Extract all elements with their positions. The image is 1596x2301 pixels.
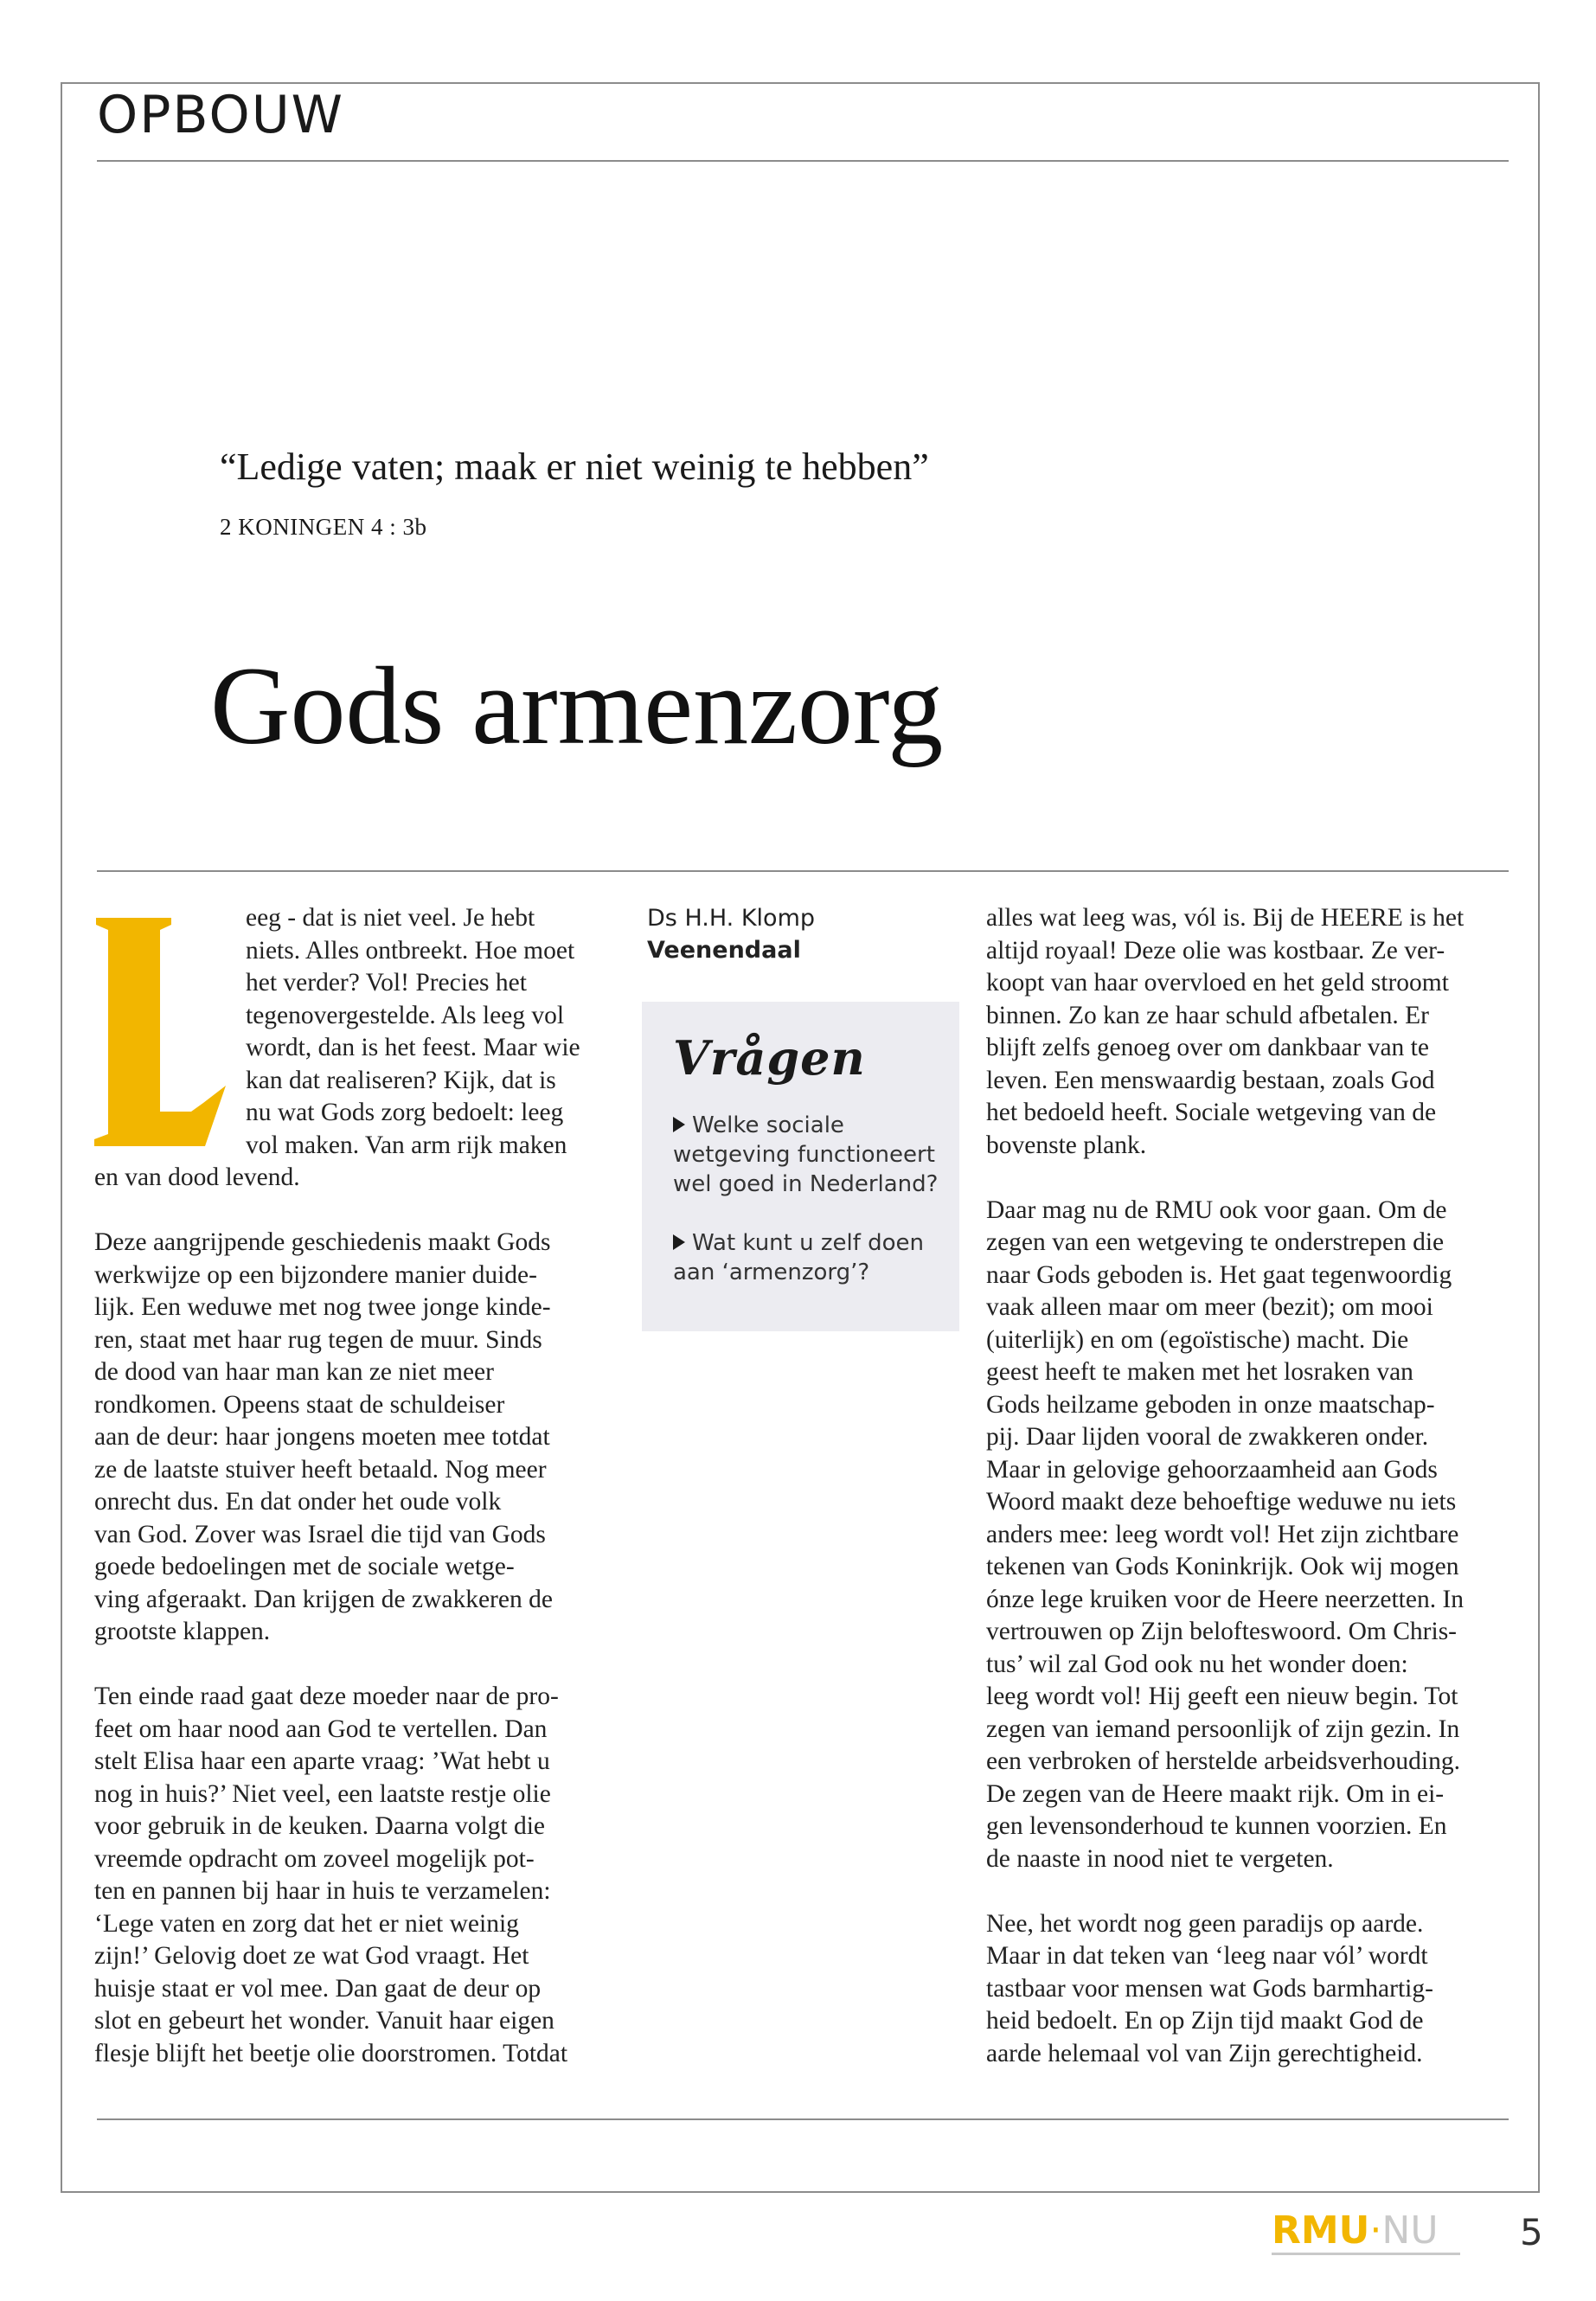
text-line: ten en pannen bij haar in huis te verzamelen:: [94, 1877, 551, 1905]
questions-sidebar: [642, 1002, 959, 1331]
author-name: Ds H.H. Klomp: [647, 905, 816, 932]
text-line: binnen. Zo kan ze haar schuld afbetalen. Er: [986, 1001, 1429, 1029]
text-line: en van dood levend.: [94, 1163, 300, 1191]
text-line: niets. Alles ontbreekt. Hoe moet: [246, 936, 575, 965]
question-item: [673, 1228, 939, 1287]
article-column-left: [94, 902, 613, 2070]
text-line: kan dat realiseren? Kijk, dat is: [246, 1066, 556, 1094]
text-line: werkwijze op een bijzondere manier duide-: [94, 1260, 537, 1289]
text-line: Woord maakt deze behoeftige weduwe nu iets: [986, 1488, 1457, 1516]
author-place: Veenendaal: [647, 937, 801, 964]
text-line: vertrouwen op Zijn belofteswoord. Om Chris-: [986, 1618, 1458, 1645]
rmu-nu-logo: [1272, 2208, 1439, 2253]
paragraph-intro: [94, 902, 613, 1195]
text-line: lijk. Een weduwe met nog twee jonge kinde-: [94, 1293, 551, 1321]
text-line: (uiterlijk) en om (egoïstische) macht. Die: [986, 1325, 1409, 1354]
text-line: tastbaar voor mensen wat Gods barmhartig-: [986, 1974, 1433, 2003]
paragraph: [94, 1681, 613, 2070]
text-line: grootste klappen.: [94, 1618, 271, 1645]
text-line: gen levensonderhoud te kunnen voorzien. En: [986, 1812, 1447, 1840]
text-line: de dood van haar man kan ze niet meer: [94, 1358, 494, 1386]
paragraph: [986, 1908, 1516, 2071]
text-line: tegenovergestelde. Als leeg vol: [246, 1001, 565, 1029]
text-line: anders mee: leeg wordt vol! Het zijn zichtbare: [986, 1520, 1459, 1548]
text-line: een verbroken of herstelde arbeidsverhouding.: [986, 1747, 1460, 1775]
questions-title: Vrågen: [673, 1030, 866, 1086]
text-line: Ten einde raad gaat deze moeder naar de pro-: [94, 1682, 559, 1710]
text-line: heid bedoelt. En op Zijn tijd maakt God de: [986, 2007, 1424, 2035]
paragraph: [94, 1227, 613, 1649]
text-line: bovenste plank.: [986, 1131, 1147, 1159]
text-line: ving afgeraakt. Dan krijgen de zwakkeren de: [94, 1585, 553, 1613]
top-rule: [97, 160, 1509, 162]
text-line: goede bedoelingen met de sociale wetge-: [94, 1553, 515, 1580]
bible-reference: 2 KONINGEN 4 : 3b: [220, 514, 427, 540]
author-byline: [647, 902, 815, 966]
text-line: De zegen van de Heere maakt rijk. Om in ei-: [986, 1779, 1445, 1808]
triangle-bullet-icon: [673, 1234, 685, 1250]
text-line: ze de laatste stuiver heeft betaald. Nog meer: [94, 1455, 547, 1484]
text-line: ónze lege kruiken voor de Heere neerzetten. In: [986, 1585, 1465, 1613]
text-line: het verder? Vol! Precies het: [246, 969, 527, 997]
paragraph: [986, 902, 1516, 1162]
question-line: wetgeving functioneert: [673, 1142, 935, 1168]
text-line: stelt Elisa haar een aparte vraag: ’Wat hebt u: [94, 1747, 550, 1775]
text-line: Maar in gelovige gehoorzaamheid aan Gods: [986, 1455, 1438, 1484]
text-line: vol maken. Van arm rijk maken: [246, 1131, 567, 1159]
text-line: eeg - dat is niet veel. Je hebt: [246, 904, 535, 932]
text-line: huisje staat er vol mee. Dan gaat de deur op: [94, 1974, 542, 2003]
bottom-rule: [97, 2118, 1509, 2120]
text-line: slot en gebeurt het wonder. Vanuit haar eigen: [94, 2007, 554, 2035]
text-line: Nee, het wordt nog geen paradijs op aarde.: [986, 1909, 1424, 1938]
text-line: voor gebruik in de keuken. Daarna volgt die: [94, 1812, 546, 1840]
text-line: tekenen van Gods Koninkrijk. Ook wij mogen: [986, 1553, 1459, 1580]
logo-underline: [1272, 2253, 1460, 2255]
text-line: wordt, dan is het feest. Maar wie: [246, 1034, 580, 1061]
text-line: Daar mag nu de RMU ook voor gaan. Om de: [986, 1195, 1447, 1224]
text-line: zegen van een wetgeving te onderstrepen die: [986, 1228, 1445, 1256]
text-line: aan de deur: haar jongens moeten mee totdat: [94, 1423, 550, 1451]
text-line: leven. Een menswaardig bestaan, zoals God: [986, 1066, 1435, 1094]
text-line: tus’ wil zal God ook nu het wonder doen:: [986, 1650, 1408, 1678]
text-line: ren, staat met haar rug tegen de muur. Sinds: [94, 1325, 542, 1354]
text-line: rondkomen. Opeens staat de schuldeiser: [94, 1390, 505, 1419]
text-line: de naaste in nood niet te vergeten.: [986, 1844, 1334, 1873]
question-line: Welke sociale: [692, 1112, 844, 1138]
text-line: van God. Zover was Israel die tijd van Gods: [94, 1520, 546, 1548]
text-line: alles wat leeg was, vól is. Bij de HEERE is het: [986, 904, 1465, 932]
text-line: Gods heilzame geboden in onze maatschap-: [986, 1390, 1435, 1419]
paragraph: [986, 1195, 1516, 1876]
text-line: nu wat Gods zorg bedoelt: leeg: [246, 1099, 564, 1126]
text-line: zijn!’ Gelovig doet ze wat God vraagt. Het: [94, 1942, 529, 1970]
text-line: ‘Lege vaten en zorg dat het er niet weinig: [94, 1909, 519, 1938]
text-line: Deze aangrijpende geschiedenis maakt Gods: [94, 1228, 551, 1256]
section-label: OPBOUW: [97, 85, 344, 145]
text-line: feet om haar nood aan God te vertellen. Dan: [94, 1715, 548, 1743]
text-line: geest heeft te maken met het losraken van: [986, 1358, 1413, 1386]
text-line: het bedoeld heeft. Sociale wetgeving van de: [986, 1099, 1437, 1126]
text-line: vreemde opdracht om zoveel mogelijk pot-: [94, 1844, 535, 1873]
logo-dot: ·: [1369, 2208, 1382, 2253]
question-item: [673, 1111, 939, 1199]
triangle-bullet-icon: [673, 1117, 685, 1132]
logo-rmu: RMU: [1272, 2208, 1370, 2253]
bible-quote: “Ledige vaten; maak er niet weinig te hebben”: [220, 445, 929, 488]
text-line: altijd royaal! Deze olie was kostbaar. Ze ver-: [986, 936, 1445, 965]
text-line: onrecht dus. En dat onder het oude volk: [94, 1488, 502, 1516]
article-column-right: [986, 902, 1516, 2070]
text-line: koopt van haar overvloed en het geld stroomt: [986, 969, 1449, 997]
article-headline: Gods armenzorg: [210, 644, 944, 767]
text-line: nog in huis?’ Niet veel, een laatste restje olie: [94, 1779, 551, 1808]
text-line: vaak alleen maar om meer (bezit); om mooi: [986, 1293, 1433, 1321]
text-line: pij. Daar lijden vooral de zwakkeren onder.: [986, 1423, 1429, 1451]
question-line: wel goed in Nederland?: [673, 1171, 939, 1197]
text-line: blijft zelfs genoeg over om dankbaar van te: [986, 1034, 1429, 1061]
text-line: Maar in dat teken van ‘leeg naar vól’ wordt: [986, 1942, 1428, 1970]
text-line: aarde helemaal vol van Zijn gerechtigheid.: [986, 2039, 1423, 2067]
text-line: leeg wordt vol! Hij geeft een nieuw begin. Tot: [986, 1682, 1458, 1710]
logo-nu: NU: [1381, 2208, 1439, 2253]
header-rule: [97, 870, 1509, 872]
text-line: naar Gods geboden is. Het gaat tegenwoordig: [986, 1260, 1452, 1289]
text-line: zegen van iemand persoonlijk of zijn gezin. In: [986, 1715, 1460, 1743]
question-line: Wat kunt u zelf doen: [692, 1230, 925, 1256]
text-line: flesje blijft het beetje olie doorstromen. Totdat: [94, 2039, 568, 2067]
question-line: aan ‘armenzorg’?: [673, 1259, 870, 1285]
page-number: 5: [1520, 2211, 1543, 2253]
